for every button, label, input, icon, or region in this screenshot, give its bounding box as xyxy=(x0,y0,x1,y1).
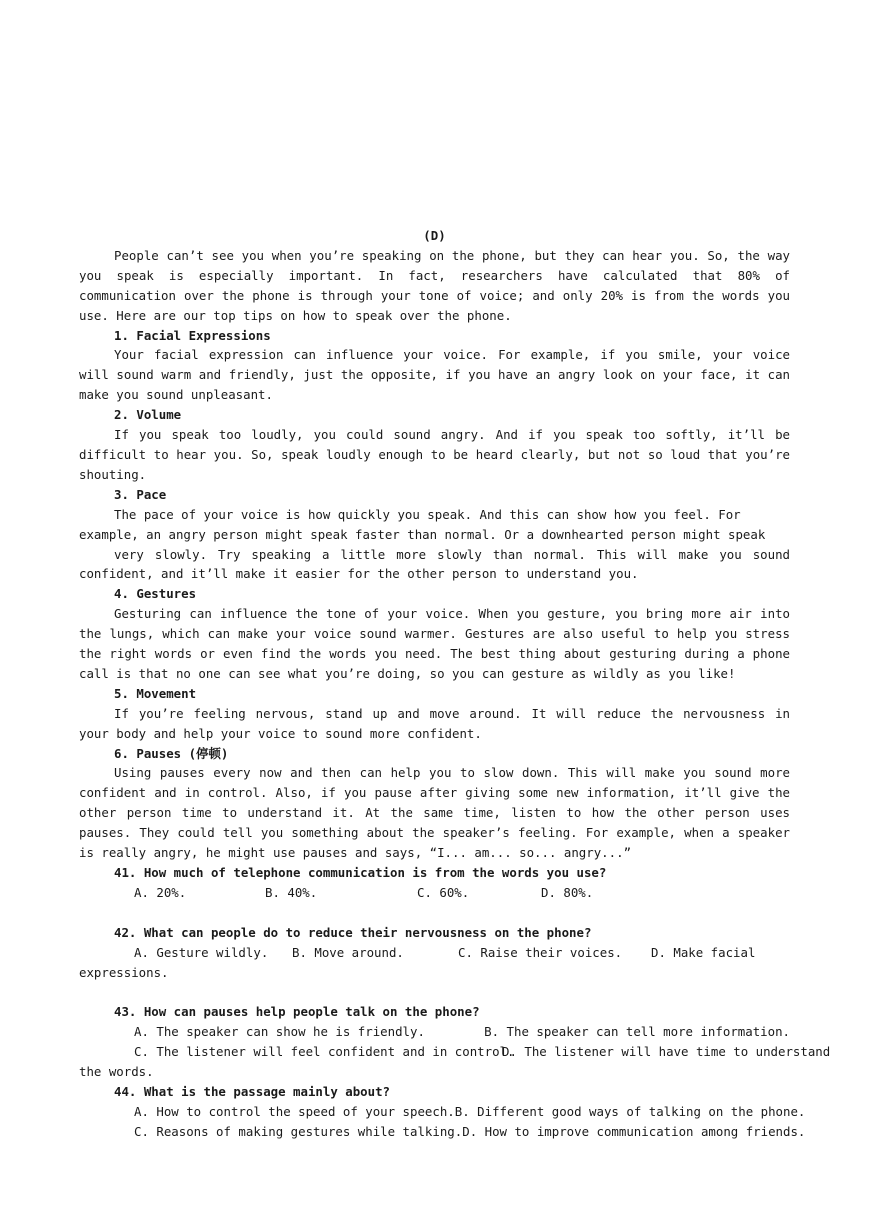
section-text-pace: The pace of your voice is how quickly you speak. And this can show how you feel. For example, an angry person might speak faster than normal. Or a downhearted person might speak xyxy=(79,506,766,542)
option-44-a[interactable]: A. How to control the speed of your speech. xyxy=(134,1103,455,1119)
option-42-d[interactable] xyxy=(651,945,755,960)
spacer xyxy=(79,903,790,923)
option-43-c[interactable]: C. The listener will feel confident and in control. xyxy=(134,1044,515,1060)
passage-title: (D) xyxy=(423,228,446,243)
question-43-options-row1 xyxy=(79,1022,790,1042)
option-42-a[interactable]: A. Gesture wildly. xyxy=(134,944,269,960)
option-44-b[interactable]: B. Different good ways of talking on the phone. xyxy=(454,1103,806,1119)
option-43-b[interactable]: B. The speaker can tell more information. xyxy=(484,1024,790,1040)
section-text-pauses: Using pauses every now and then can help you to slow down. This will make you sound more confident and in control. Also, if you pause after giving some new information, it’ll give the other person time to understand it. At the same time, listen to how the other person uses pauses. They could tell you something about the speaker’s feeling. For example, when a speaker is really angry, he might use pauses and says, “I... am... so... angry...” xyxy=(79,765,790,861)
section-heading-facial: 1. Facial Expressions xyxy=(114,327,271,343)
question-41-options xyxy=(79,883,790,903)
document-page xyxy=(79,226,831,1142)
section-heading-pace: 3. Pace xyxy=(114,486,167,502)
option-43-d[interactable]: D. The listener will have time to understand xyxy=(502,1044,831,1060)
intro-paragraph: People can’t see you when you’re speaking on the phone, but they can hear you. So, the way you speak is especially important. In fact, researchers have calculated that 80% of communication over the phone is through your tone of voice; and only 20% is from the words you use. Here are our top tips on how to speak over the phone. xyxy=(79,247,790,323)
option-42-c[interactable]: C. Raise their voices. xyxy=(458,944,623,960)
question-44-options-row1 xyxy=(79,1102,806,1122)
section-heading-volume: 2. Volume xyxy=(114,407,182,423)
question-41-stem: 41. How much of telephone communication is from the words you use? xyxy=(114,865,607,880)
option-42-d-text: D. Make facial xyxy=(651,944,756,960)
section-heading-gestures: 4. Gestures xyxy=(114,586,197,602)
section-heading-movement: 5. Movement xyxy=(114,685,197,701)
section-text-movement: If you’re feeling nervous, stand up and move around. It will reduce the nervousness in your body and help your voice to sound more confident. xyxy=(79,705,790,741)
option-43-a[interactable]: A. The speaker can show he is friendly. xyxy=(134,1024,425,1040)
question-44-stem: 44. What is the passage mainly about? xyxy=(114,1083,391,1099)
section-heading-pauses: 6. Pauses (停顿) xyxy=(114,745,229,761)
question-42-stem: 42. What can people do to reduce their nervousness on the phone? xyxy=(114,924,592,940)
option-42-b[interactable]: B. Move around. xyxy=(292,944,404,960)
option-41-d[interactable]: D. 80%. xyxy=(541,884,594,900)
option-42-d-continued: expressions. xyxy=(79,964,169,980)
option-41-a[interactable]: A. 20%. xyxy=(134,884,187,900)
option-41-c[interactable]: C. 60%. xyxy=(417,884,470,900)
option-44-d[interactable]: D. How to improve communication among friends. xyxy=(462,1123,806,1139)
question-43-options-row2 xyxy=(79,1042,831,1062)
option-44-c[interactable]: C. Reasons of making gestures while talking. xyxy=(134,1123,463,1139)
option-41-b[interactable]: B. 40%. xyxy=(265,884,318,900)
section-text-gestures: Gesturing can influence the tone of your voice. When you gesture, you bring more air into the lungs, which can make your voice sound warmer. Gestures are also useful to help you stress the right words or even find the words you need. The best thing about gesturing during a phone call is that no one can see what you’re doing, so you can gesture as wildly as you like! xyxy=(79,606,790,681)
section-text-volume: If you speak too loudly, you could sound angry. And if you speak too softly, it’ll be difficult to hear you. So, speak loudly enough to be heard clearly, but not so loud that you’re shouting. xyxy=(79,427,790,482)
option-43-d-continued: the words. xyxy=(79,1064,154,1080)
section-text-pace-continued: very slowly. Try speaking a little more slowly than normal. This will make you sound confident, and it’ll make it easier for the other person to understand you. xyxy=(79,546,790,582)
section-text-facial: Your facial expression can influence your voice. For example, if you smile, your voice will sound warm and friendly, just the opposite, if you have an angry look on your face, it can make you sound unpleasant. xyxy=(79,347,790,403)
question-43-stem: 43. How can pauses help people talk on the phone? xyxy=(114,1004,480,1020)
question-44-options-row2 xyxy=(79,1122,806,1142)
spacer xyxy=(79,982,790,1002)
